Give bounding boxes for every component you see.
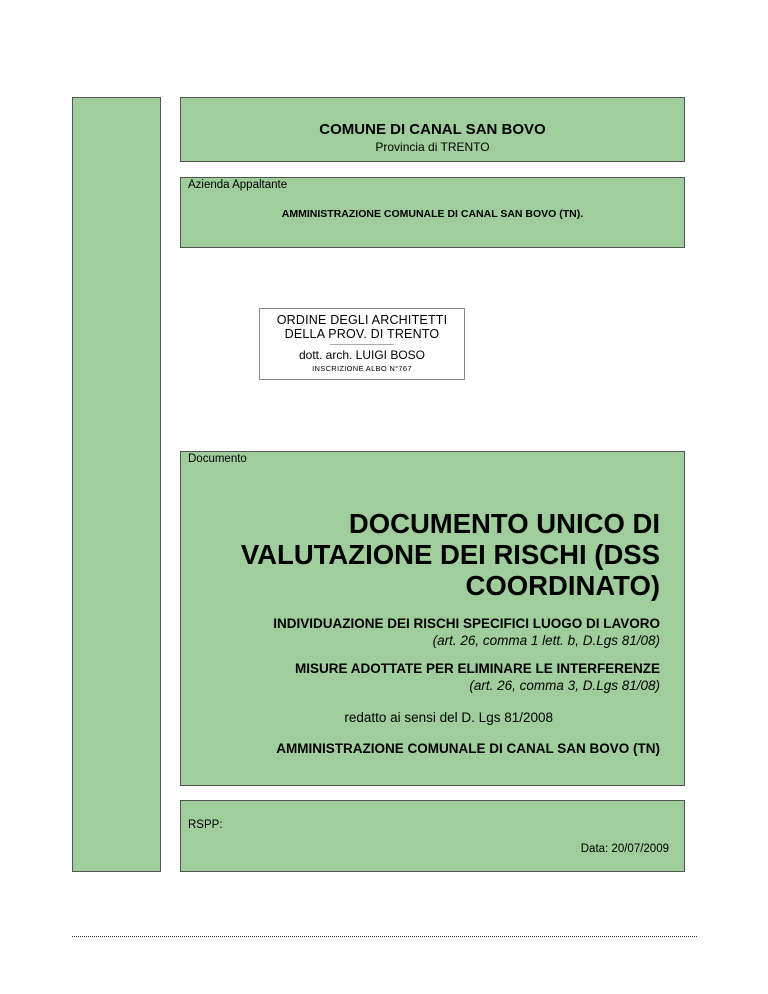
header-box: [180, 97, 685, 162]
drafted-note: redatto ai sensi del D. Lgs 81/2008: [344, 710, 553, 725]
stamp-line1: ORDINE DEGLI ARCHITETTI: [276, 313, 448, 327]
municipality-title: COMUNE DI CANAL SAN BOVO: [319, 121, 546, 138]
document-label: Documento: [188, 453, 247, 465]
authority-name: AMMINISTRAZIONE COMUNALE DI CANAL SAN BOVO (TN): [276, 741, 660, 756]
document-title-line3: COORDINATO): [465, 570, 660, 601]
stamp-line3: dott. arch. LUIGI BOSO: [298, 348, 426, 362]
client-name: AMMINISTRAZIONE COMUNALE DI CANAL SAN BOVO (TN).: [281, 208, 584, 220]
document-title-line1: DOCUMENTO UNICO DI: [348, 508, 660, 539]
client-box: [180, 177, 685, 248]
stamp-divider: [330, 344, 394, 345]
client-label: Azienda Appaltante: [188, 179, 288, 191]
document-title-line2: VALUTAZIONE DEI RISCHI (DSS: [240, 539, 660, 570]
section2-title: MISURE ADOTTATE PER ELIMINARE LE INTERFERENZE: [294, 661, 660, 676]
section2-reference: (art. 26, comma 3, D.Lgs 81/08): [469, 678, 660, 693]
rspp-label: RSPP:: [188, 819, 223, 831]
stamp-line2: DELLA PROV. DI TRENTO: [284, 327, 440, 341]
document-title: [200, 508, 660, 601]
rspp-box: [180, 800, 685, 872]
side-bar: [72, 97, 161, 872]
document-box: [180, 451, 685, 786]
document-date: Data: 20/07/2009: [580, 843, 669, 855]
section1-title: INDIVIDUAZIONE DEI RISCHI SPECIFICI LUOGO DI LAVORO: [273, 616, 660, 631]
section1-reference: (art. 26, comma 1 lett. b, D.Lgs 81/08): [432, 633, 660, 648]
footer-divider: [72, 936, 697, 937]
province-subtitle: Provincia di TRENTO: [375, 140, 490, 154]
stamp-line4: INSCRIZIONE ALBO N°767: [312, 364, 412, 373]
architect-stamp: [259, 308, 465, 380]
